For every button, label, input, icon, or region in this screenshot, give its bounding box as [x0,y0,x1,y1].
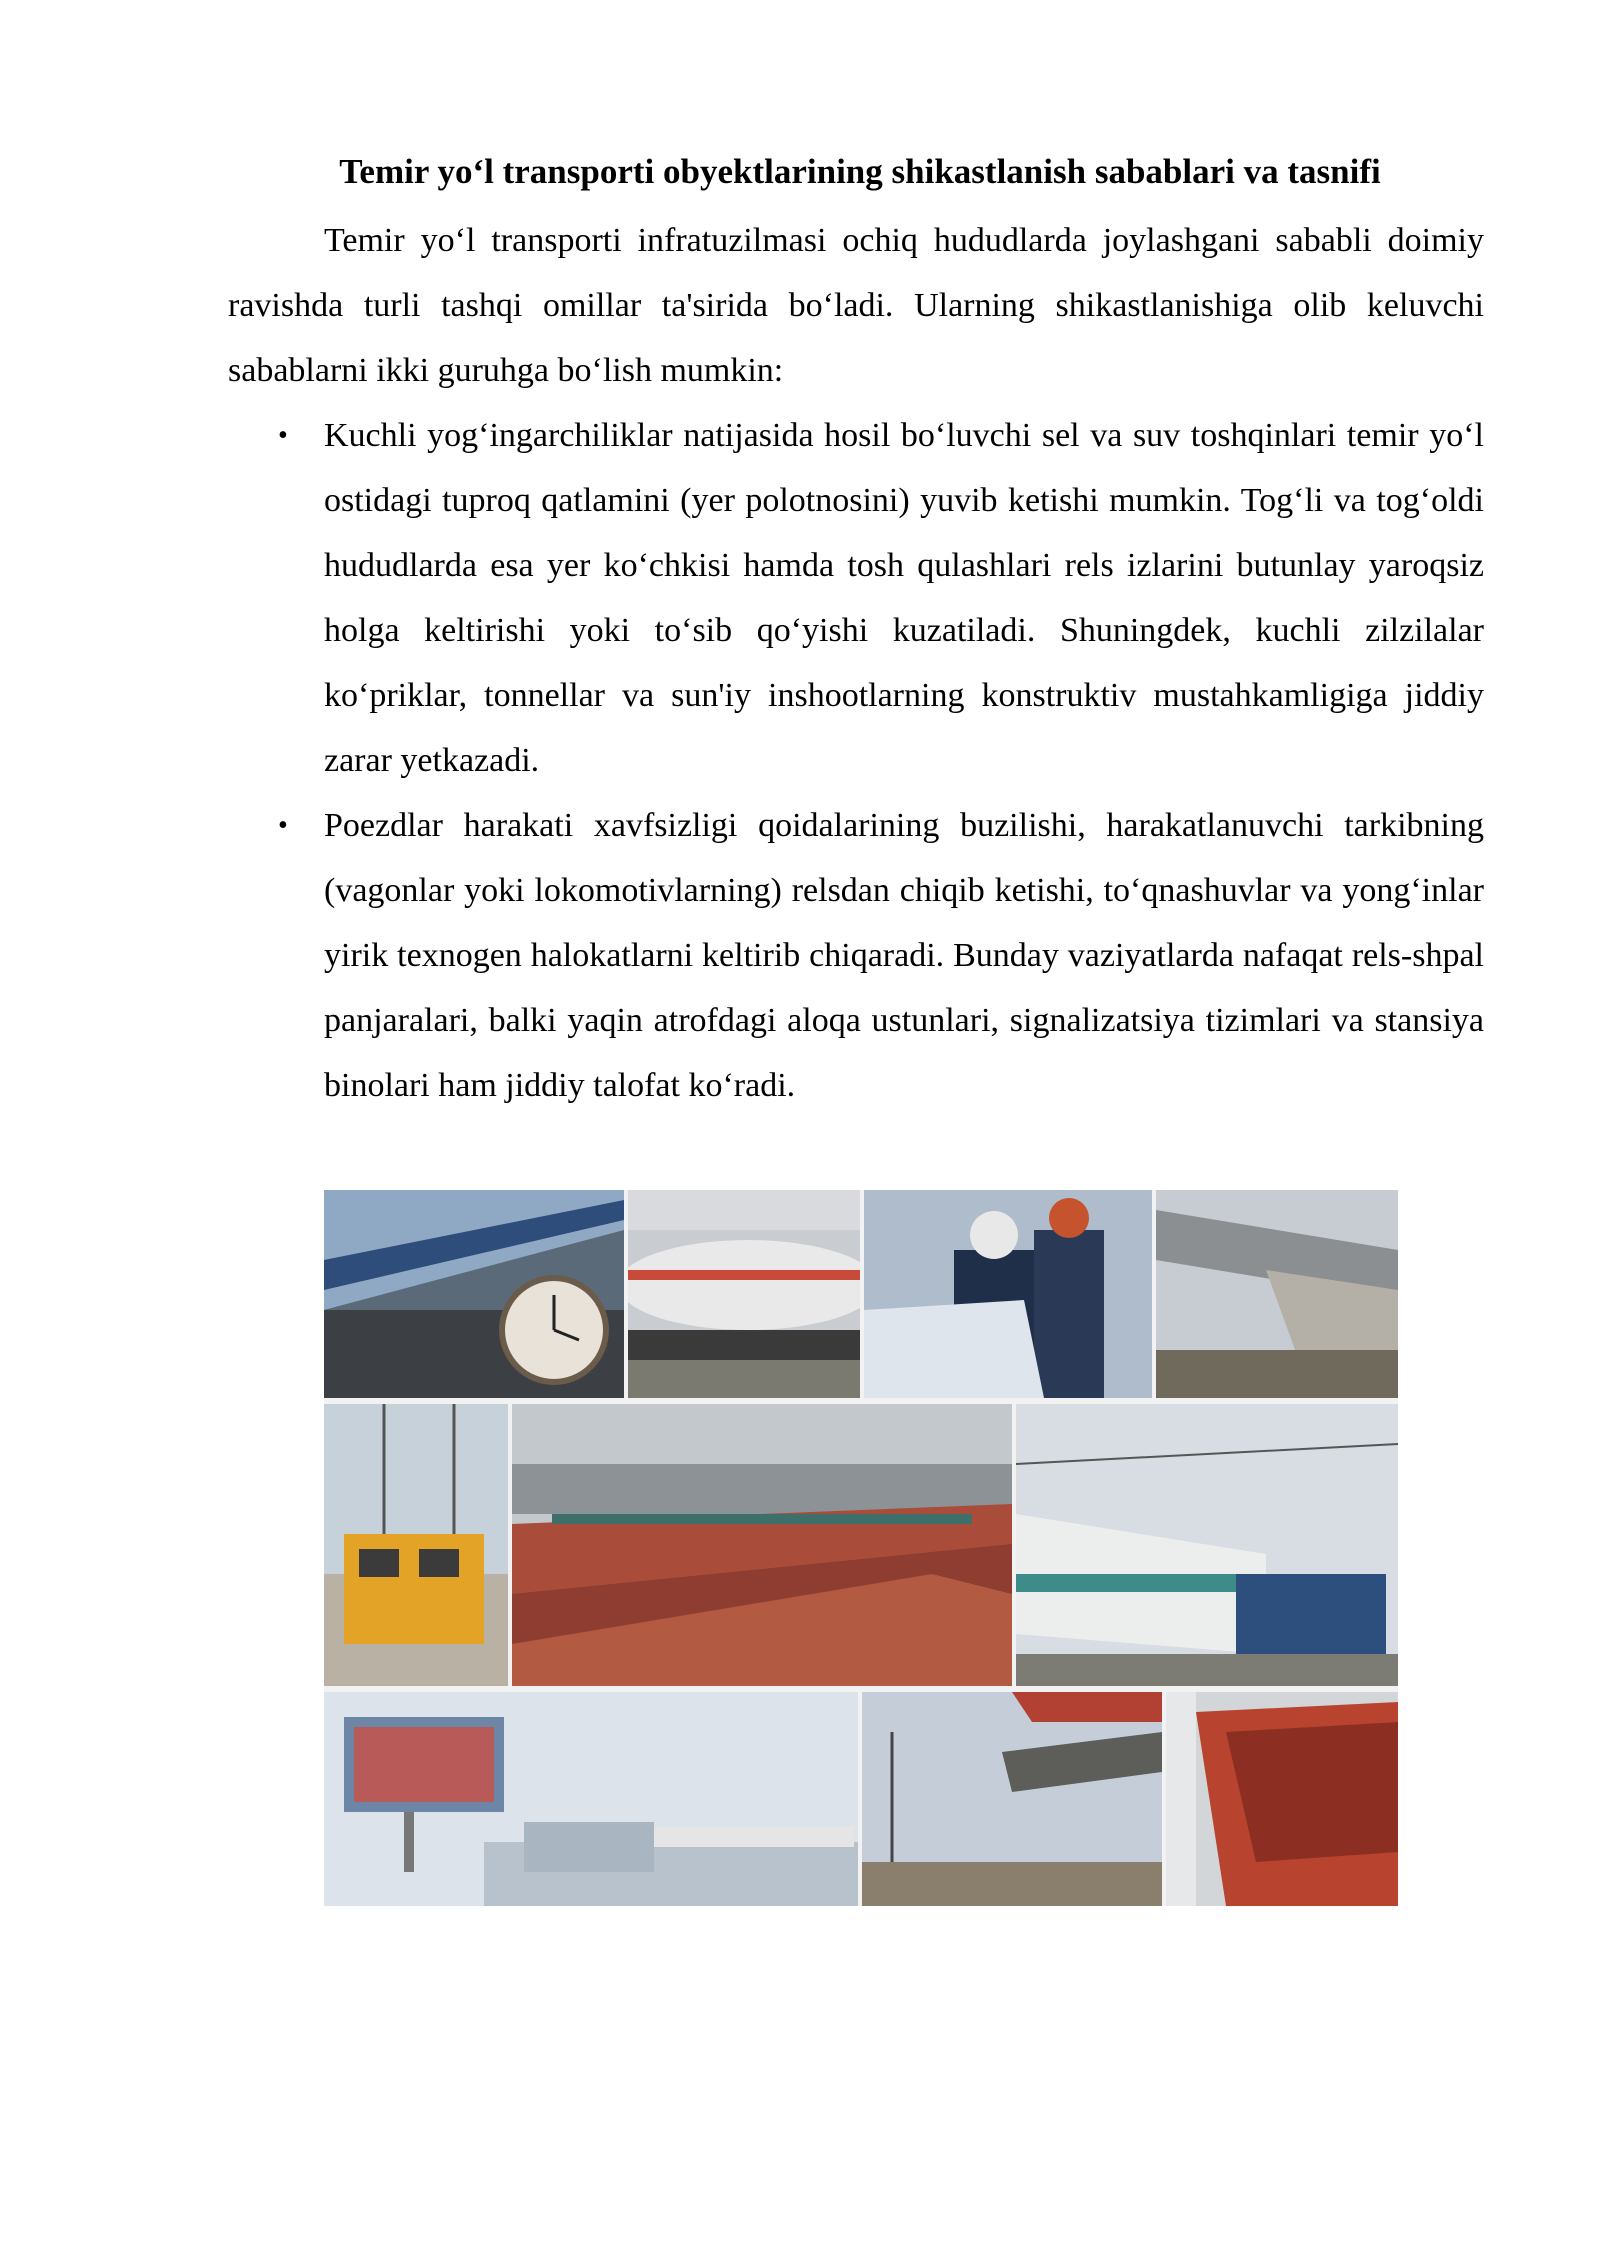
bullet-text: Poezdlar harakati xavfsizligi qoidalarining buzilishi, harakatlanuvchi tarkibning (vagonlar yoki lokomotivlarning) relsdan chiqib ketishi, to‘qnashuvlar va yong‘inlar yirik texnogen halokatlarni keltirib chiqaradi. Bunday vaziyatlarda nafaqat rels-shpal panjaralari, balki yaqin atrofdagi aloqa ustunlari, signalizatsiya tizimlari va stansiya binolari ham jiddiy talofat ko‘radi. [324,807,1484,1104]
photo-freight-yard [512,1404,1012,1686]
intro-paragraph: Temir yo‘l transporti infratuzilmasi ochiq hududlarda joylashgani sababli doimiy ravishda turli tashqi omillar ta'sirida bo‘ladi. Ularning shikastlanishiga olib keluvchi sabablarni ikki guruhga bo‘lish mumkin: [228,222,1484,389]
photo-bridge-construction [1156,1190,1398,1398]
document-title: Temir yo‘l transporti obyektlarining shikastlanish sabablari va tasnifi [339,152,1381,191]
locomotive-icon [324,1404,508,1686]
list-item [228,793,1484,1118]
photo-yellow-locomotive [324,1404,508,1686]
photo-station-platform-clock [324,1190,624,1398]
tank-wagon-icon [628,1190,860,1398]
freight-wagons-icon [512,1404,1012,1686]
engineers-icon [864,1190,1152,1398]
bridge-icon [1156,1190,1398,1398]
station-icon [324,1692,858,1906]
crane-icon [862,1692,1162,1906]
photo-passenger-car-and-truck [1016,1404,1398,1686]
bullet-list [228,403,1484,1118]
photo-station-building-billboard [324,1692,858,1906]
clock-icon [324,1190,624,1398]
photo-hopper-wagon [1166,1692,1398,1906]
passenger-car-icon [1016,1404,1398,1686]
bullet-text: Kuchli yog‘ingarchiliklar natijasida hosil bo‘luvchi sel va suv toshqinlari temir yo‘l ostidagi tuproq qatlamini (yer polotnosini) yuvib ketishi mumkin. Tog‘li va tog‘oldi hududlarda esa yer ko‘chkisi hamda tosh qulashlari rels izlarini butunlay yaroqsiz holga keltirishi yoki to‘sib qo‘yishi kuzatiladi. Shuningdek, kuchli zilzilalar ko‘priklar, tonnellar va sun'iy inshootlarning konstruktiv mustahkamligiga jiddiy zarar yetkazadi. [324,417,1484,779]
bullet-icon: • [278,810,288,841]
photo-bridge-span-lifting [862,1692,1162,1906]
photo-tank-wagon [628,1190,860,1398]
hopper-wagon-icon [1166,1692,1398,1906]
photo-collage [324,1190,1398,1906]
bullet-icon: • [278,420,288,451]
list-item [228,403,1484,793]
photo-engineers-with-plans [864,1190,1152,1398]
